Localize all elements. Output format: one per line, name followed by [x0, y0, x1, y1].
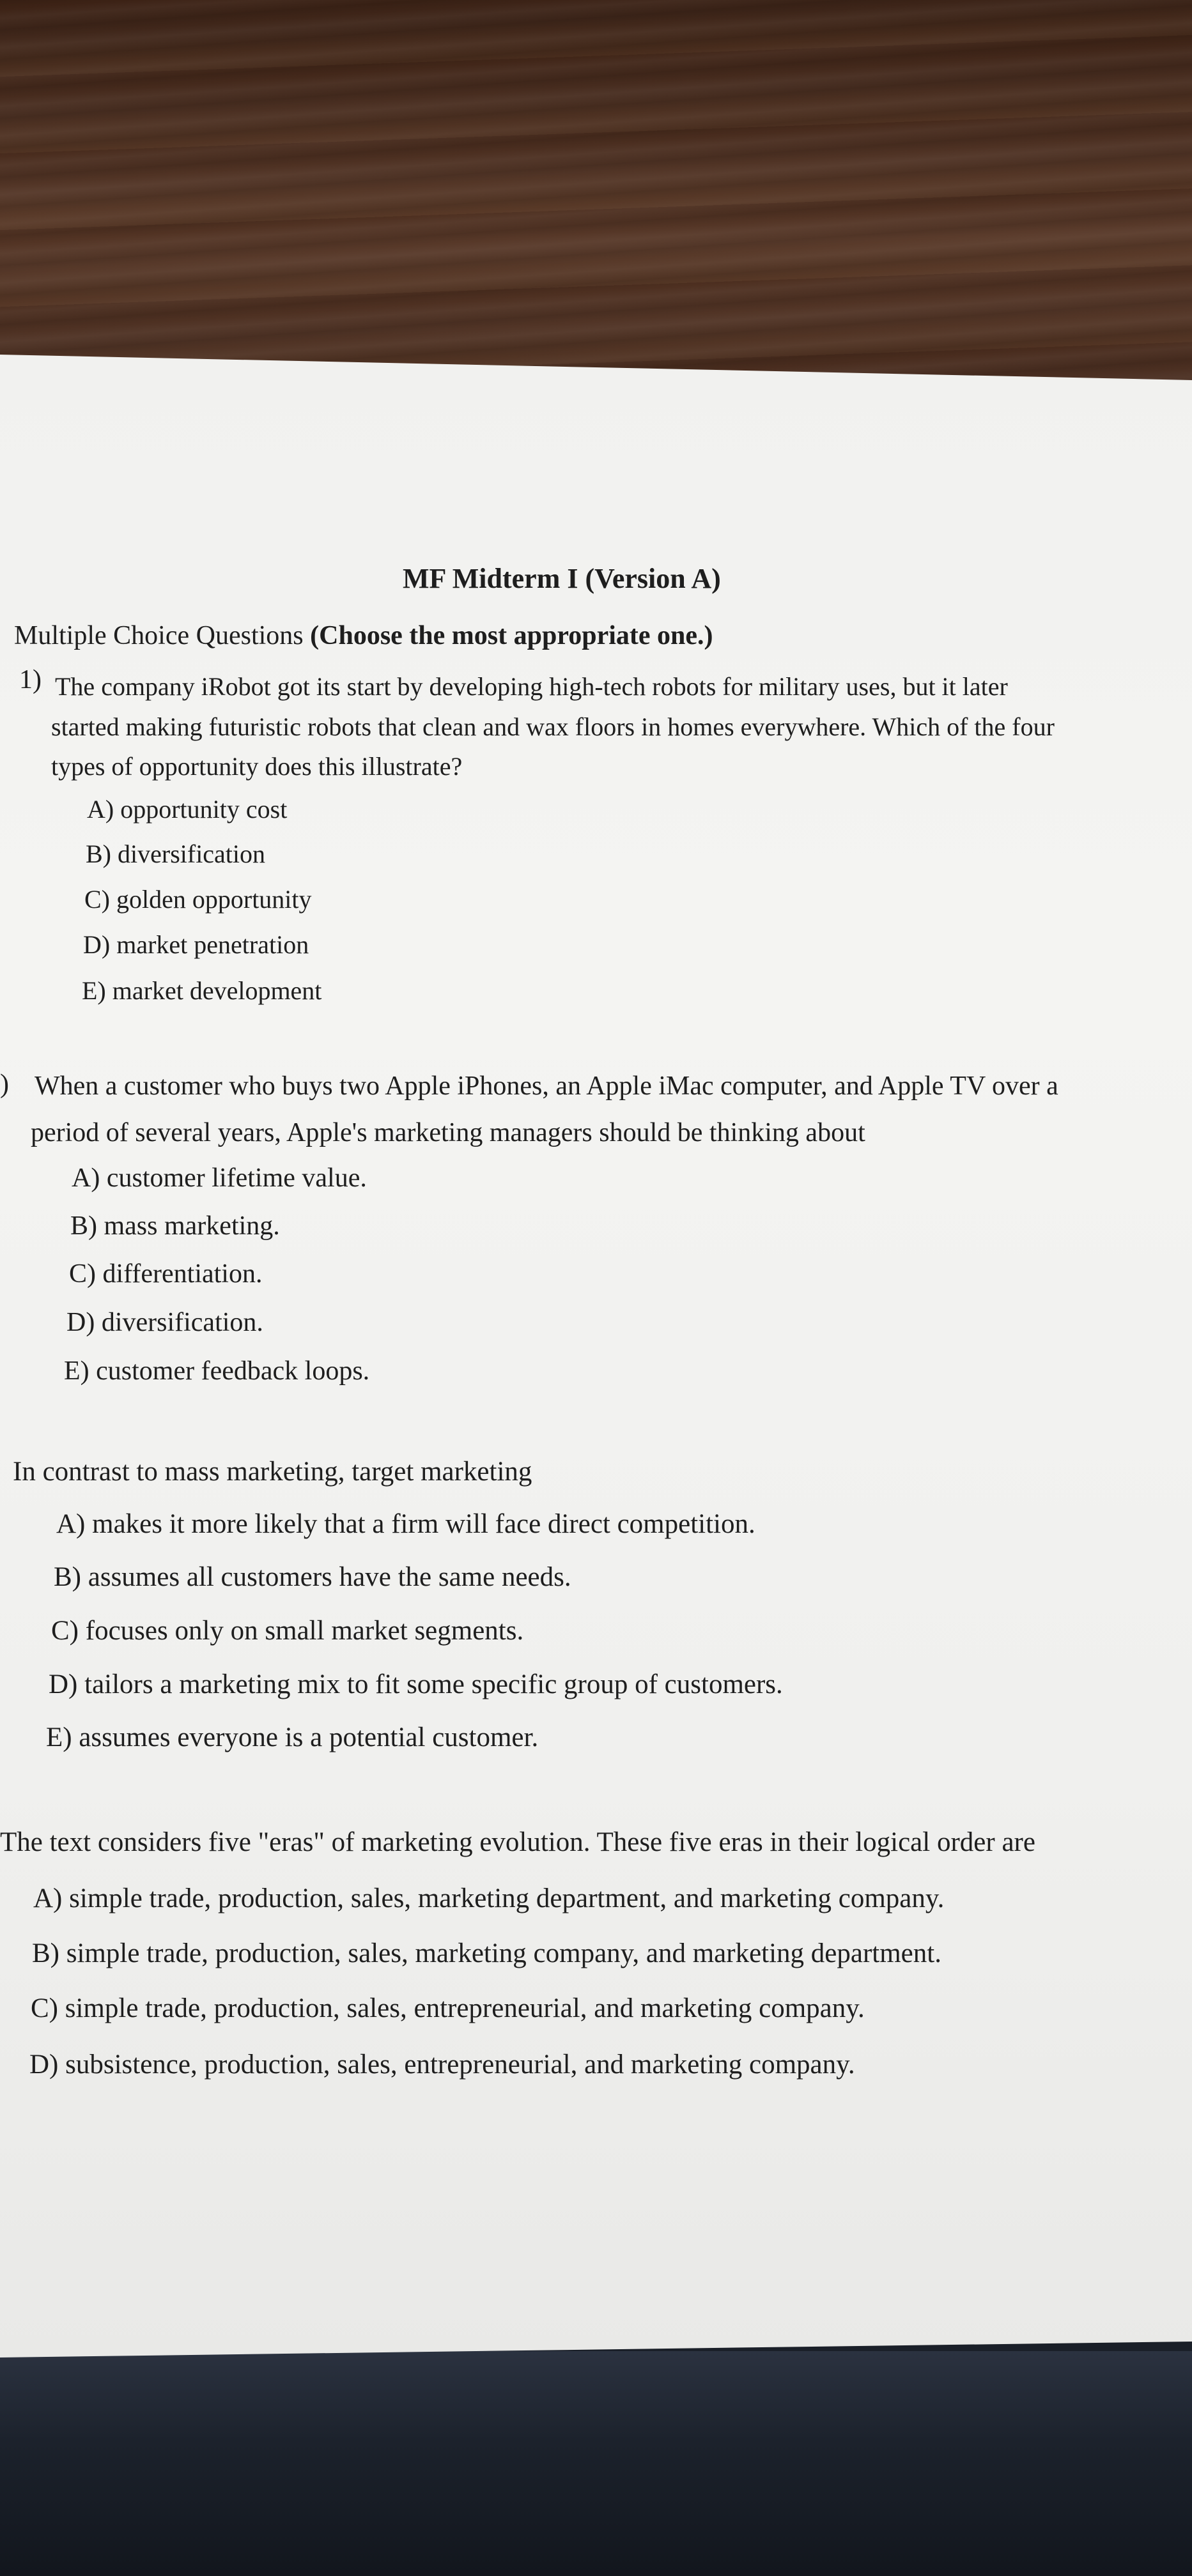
option-text: simple trade, production, sales, entrepreneurial, and marketing company.: [65, 1993, 865, 2023]
instructions: [14, 622, 713, 649]
question-1-line-3: types of opportunity does this illustrate?: [51, 752, 463, 781]
option-letter: A): [87, 795, 114, 824]
exam-title: MF Midterm I (Version A): [403, 563, 721, 594]
option-text: simple trade, production, sales, marketing department, and marketing company.: [69, 1883, 945, 1913]
option-letter: D): [83, 930, 111, 959]
option-letter: B): [32, 1938, 59, 1968]
option-text: diversification: [118, 839, 266, 868]
question-2-option-e: [64, 1358, 369, 1384]
question-1-number: 1): [19, 665, 42, 694]
option-letter: E): [46, 1722, 72, 1752]
option-letter: A): [56, 1509, 86, 1539]
option-letter: C): [31, 1993, 58, 2023]
question-2-number: ): [0, 1070, 9, 1099]
option-letter: B): [70, 1211, 97, 1241]
question-4-option-b: [32, 1940, 941, 1967]
option-text: focuses only on small market segments.: [85, 1616, 524, 1646]
option-text: mass marketing.: [104, 1211, 280, 1241]
question-4-option-a: [33, 1885, 944, 1912]
question-2-line-2: period of several years, Apple's marketing managers should be thinking about: [31, 1118, 865, 1147]
question-3-option-a: [56, 1510, 755, 1538]
dark-background: [0, 2351, 1192, 2576]
question-1-option-e: [82, 978, 321, 1004]
question-2-option-c: [69, 1261, 262, 1287]
instructions-emphasis: (Choose the most appropriate one.): [310, 621, 713, 650]
question-1-option-b: [86, 841, 265, 867]
question-2-line-1: When a customer who buys two Apple iPhones, an Apple iMac computer, and Apple TV over a: [35, 1071, 1058, 1101]
question-1-line-2: started making futuristic robots that clean and wax floors in homes everywhere. Which of the four: [51, 712, 1055, 741]
option-letter: A): [33, 1883, 63, 1913]
question-1-line-1: The company iRobot got its start by developing high-tech robots for military uses, but it later: [55, 672, 1008, 701]
wooden-table-background: [0, 0, 1192, 396]
option-text: assumes all customers have the same needs.: [88, 1562, 571, 1592]
option-letter: E): [82, 976, 106, 1005]
question-4-stem: The text considers five "eras" of marketing evolution. These five eras in their logical order are: [0, 1827, 1035, 1857]
option-letter: E): [64, 1356, 89, 1386]
question-4-option-d: [29, 2051, 855, 2078]
question-4-option-c: [31, 1995, 865, 2022]
option-letter: B): [54, 1562, 81, 1592]
question-1-option-c: [84, 887, 312, 912]
instructions-prefix: Multiple Choice Questions: [14, 621, 304, 650]
option-text: differentiation.: [102, 1259, 263, 1289]
option-text: simple trade, production, sales, marketing company, and marketing department.: [66, 1938, 941, 1968]
option-letter: D): [49, 1669, 78, 1699]
option-text: subsistence, production, sales, entrepreneurial, and marketing company.: [65, 2050, 855, 2080]
option-text: market penetration: [116, 930, 309, 959]
option-letter: D): [66, 1308, 95, 1337]
question-3-option-b: [54, 1563, 571, 1591]
question-3-stem: In contrast to mass marketing, target marketing: [13, 1457, 532, 1487]
option-letter: C): [69, 1259, 96, 1289]
option-text: customer lifetime value.: [106, 1163, 367, 1193]
question-1-option-d: [83, 932, 309, 958]
question-3-option-e: [46, 1724, 538, 1751]
option-letter: B): [86, 839, 111, 868]
question-3-option-d: [49, 1671, 783, 1698]
option-text: makes it more likely that a firm will face direct competition.: [92, 1509, 755, 1539]
question-2-option-b: [70, 1213, 280, 1239]
option-letter: C): [84, 885, 110, 914]
question-3-option-c: [51, 1617, 523, 1644]
option-text: customer feedback loops.: [96, 1356, 370, 1386]
option-text: diversification.: [101, 1308, 263, 1337]
option-letter: C): [51, 1616, 79, 1646]
option-text: assumes everyone is a potential customer.: [79, 1722, 539, 1752]
option-text: tailors a marketing mix to fit some specific group of customers.: [84, 1669, 783, 1699]
option-text: golden opportunity: [116, 885, 312, 914]
question-2-option-a: [72, 1165, 367, 1192]
question-2-option-d: [66, 1309, 263, 1336]
option-letter: A): [72, 1163, 100, 1193]
question-1-option-a: [87, 797, 287, 822]
option-letter: D): [29, 2050, 59, 2080]
option-text: market development: [112, 976, 322, 1005]
option-text: opportunity cost: [120, 795, 288, 824]
